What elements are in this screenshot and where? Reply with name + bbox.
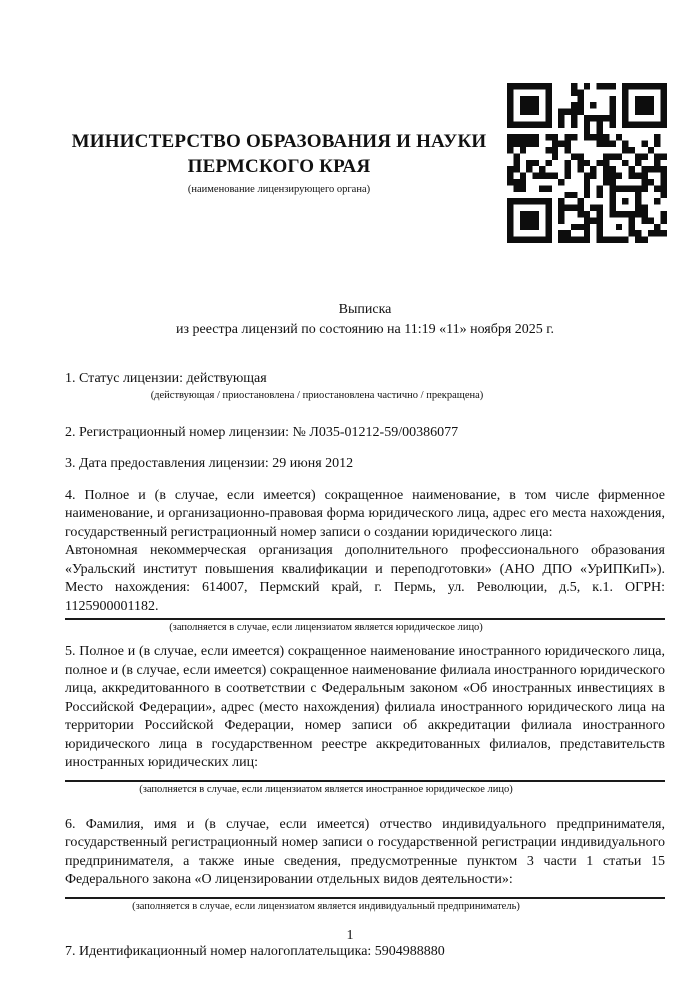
legal-entity-caption: (заполняется в случае, если лицензиатом является юридическое лицо) xyxy=(169,622,483,633)
fill-in-rule-individual-entrepreneur xyxy=(65,897,665,899)
licensing-authority-block xyxy=(65,129,493,196)
individual-entrepreneur-caption: (заполняется в случае, если лицензиатом является индивидуальный предприниматель) xyxy=(132,900,520,912)
field-license-status-caption: (действующая / приостановлена / приостановлена частично / прекращена) xyxy=(150,389,484,401)
document-title-line2: из реестра лицензий по состоянию на 11:19 «11» ноября 2025 г. xyxy=(176,321,554,337)
field-license-status: 1. Статус лицензии: действующая xyxy=(65,371,267,386)
ministry-name-line2: ПЕРМСКОГО КРАЯ xyxy=(187,156,371,177)
legal-entity-answer: Автономная некоммерческая организация дополнительного профессионального образования «Уральский институт повышения квалификации и переподготовки» (АНО ДПО «УрИПКиП»). Место нахождения: 614007, Пермский край, г. Пермь, ул. Революции, д.5, к.1. ОГРН: 1125900001182. xyxy=(65,543,665,614)
licensing-authority-caption: (наименование лицензирующего органа) xyxy=(187,184,371,195)
individual-entrepreneur-question: 6. Фамилия, имя и (в случае, если имеется) отчество индивидуального предпринимателя, государственный регистрационный номер записи о государственной регистрации индивидуального предпринимателя, а также иные сведения, предусмотренные пунктом 3 части 1 статьи 15 Федерального закона «О лицензировании отдельных видов деятельности»: xyxy=(65,816,665,887)
page-number: 1 xyxy=(346,928,354,943)
fill-in-rule-legal-entity xyxy=(65,618,665,620)
document-title xyxy=(65,300,665,339)
section-legal-entity xyxy=(65,487,665,636)
foreign-entity-question: 5. Полное и (в случае, если имеется) сокращенное наименование иностранного юридического лица, полное и (в случае, если имеется) сокращенное наименование филиала иностранного юридического лица, аккредитованного в соответствии с Федеральным законом «Об иностранных инвестициях в Российской Федерации», адрес (место нахождения) филиала иностранного юридического лица на территории Российской Федерации, номер записи об аккредитации филиала иностранного юридического лица в государственном реестре аккредитованных филиалов, представительств иностранных юридических лиц: xyxy=(65,644,665,770)
foreign-entity-caption: (заполняется в случае, если лицензиатом является иностранное юридическое лицо) xyxy=(139,783,513,795)
fill-in-rule-foreign-entity xyxy=(65,780,665,782)
legal-entity-question: 4. Полное и (в случае, если имеется) сокращенное наименование, в том числе фирменное наименование, и организационно-правовая форма юридического лица, адрес его места нахождения, государственный регистрационный номер записи о создании юридического лица: xyxy=(65,487,665,540)
document-body xyxy=(65,0,665,961)
document-title-line1: Выписка xyxy=(338,302,392,317)
ministry-name-line1: МИНИСТЕРСТВО ОБРАЗОВАНИЯ И НАУКИ xyxy=(71,131,487,152)
field-registration-number: 2. Регистрационный номер лицензии: № Л035-01212-59/00386077 xyxy=(65,424,459,440)
field-issue-date: 3. Дата предоставления лицензии: 29 июня 2012 xyxy=(65,456,354,471)
section-foreign-entity xyxy=(65,643,665,797)
section-individual-entrepreneur xyxy=(65,816,665,914)
field-taxpayer-id: 7. Идентификационный номер налогоплательщика: 5904988880 xyxy=(65,943,445,959)
